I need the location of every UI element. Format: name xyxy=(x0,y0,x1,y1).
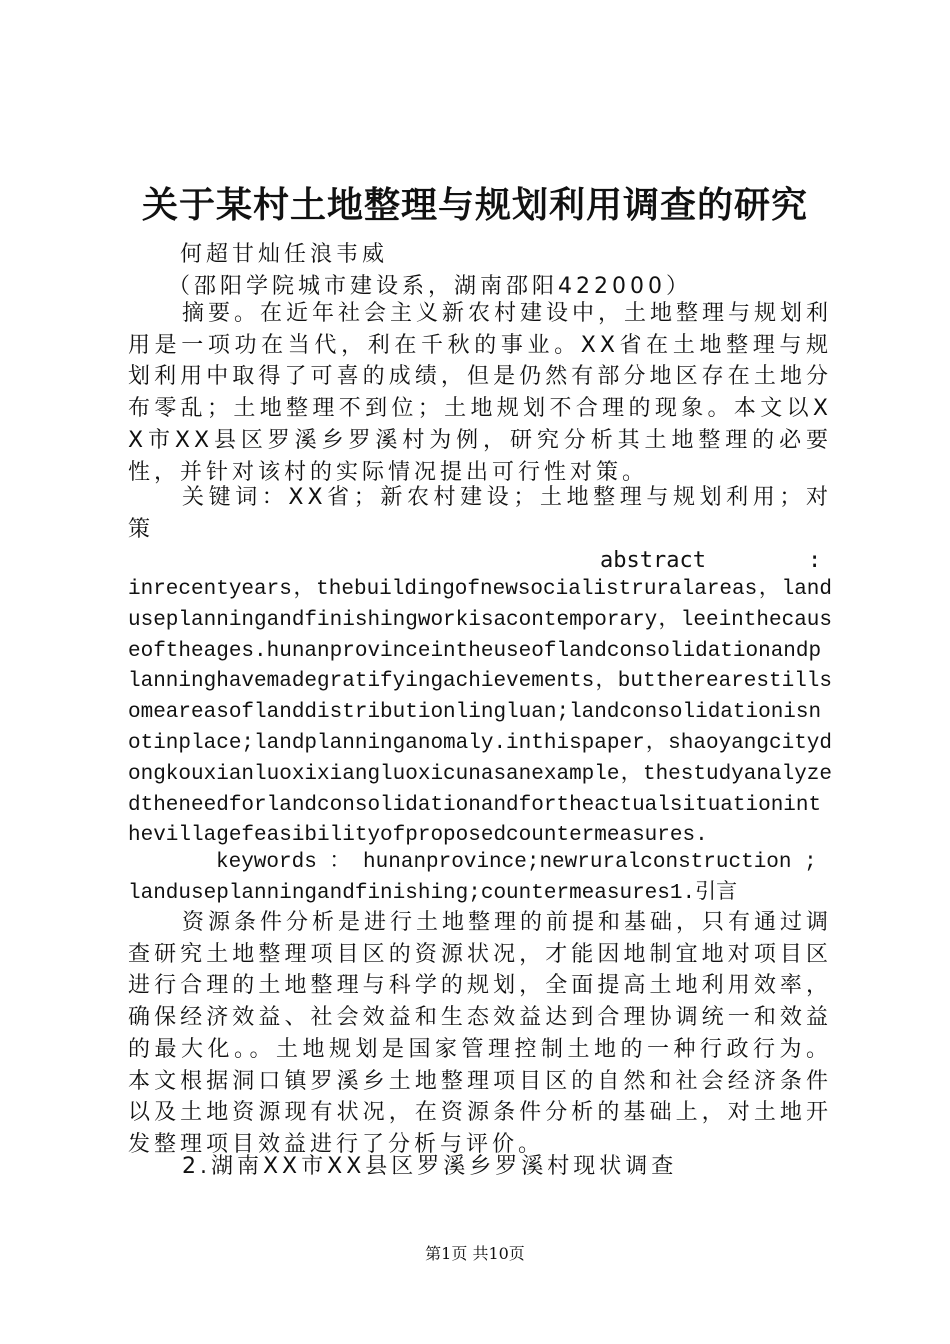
abstract-english-colon: : xyxy=(808,548,822,573)
document-title: 关于某村土地整理与规划利用调查的研究 xyxy=(141,184,808,226)
abstract-english: inrecentyears，thebuildingofnewsocialistruralareas，landuseplanningandfinishingworkisacontemporary，leeinthecauseoftheages.hunanprovinceintheuseoflandconsolidationandplanninghavemadegratifyingachievements，buttherearestillsomeareasoflanddistributionlingluan;landconsolidationisnotinplace;landplanninganomaly.inthispaper，shaoyangcitydongkouxianluoxixiangluoxicunasanexample，thestudyanalyzedtheneedforlandconsolidationandfortheactualsituationinthevillagefeasibilityofproposedcountermeasures. xyxy=(128,578,832,848)
abstract-english-label: abstract xyxy=(600,548,706,573)
keywords-english-label: keywords ： xyxy=(216,851,364,874)
keywords-english-text: hunanprovince;newruralconstruction ; landuseplanningandfinishing;countermeasures1.引言 xyxy=(128,851,817,905)
author-affiliation: （邵阳学院城市建设系，湖南邵阳422000） xyxy=(168,274,692,299)
page-number-footer: 第1页 共10页 xyxy=(425,1244,525,1263)
keywords-english xyxy=(128,848,832,909)
introduction-paragraph: 资源条件分析是进行土地整理的前提和基础，只有通过调查研究土地整理项目区的资源状况，才能因地制宜地对项目区进行合理的土地整理与科学的规划，全面提高土地利用效率，确保经济效益、社会效益和生态效益达到合理协调统一和效益的最大化。。土地规划是国家管理控制土地的一种行政行为。本文根据洞口镇罗溪乡土地整理项目区的自然和社会经济条件以及土地资源现有状况，在资源条件分析的基础上，对土地开发整理项目效益进行了分析与评价。 xyxy=(128,910,833,1157)
section-2-heading: 2.湖南XX市XX县区罗溪乡罗溪村现状调查 xyxy=(182,1154,678,1179)
keywords-chinese: 关键词：XX省；新农村建设；土地整理与规划利用；对策 xyxy=(128,485,832,542)
abstract-chinese: 摘要。在近年社会主义新农村建设中，土地整理与规划利用是一项功在当代，利在千秋的事业。XX省在土地整理与规划利用中取得了可喜的成绩，但是仍然有部分地区存在土地分布零乱；土地整理不到位；土地规划不合理的现象。本文以XX市XX县区罗溪乡罗溪村为例，研究分析其土地整理的必要性，并针对该村的实际情况提出可行性对策。 xyxy=(128,301,833,485)
author-list: 何超甘灿任浪韦威 xyxy=(180,242,389,267)
